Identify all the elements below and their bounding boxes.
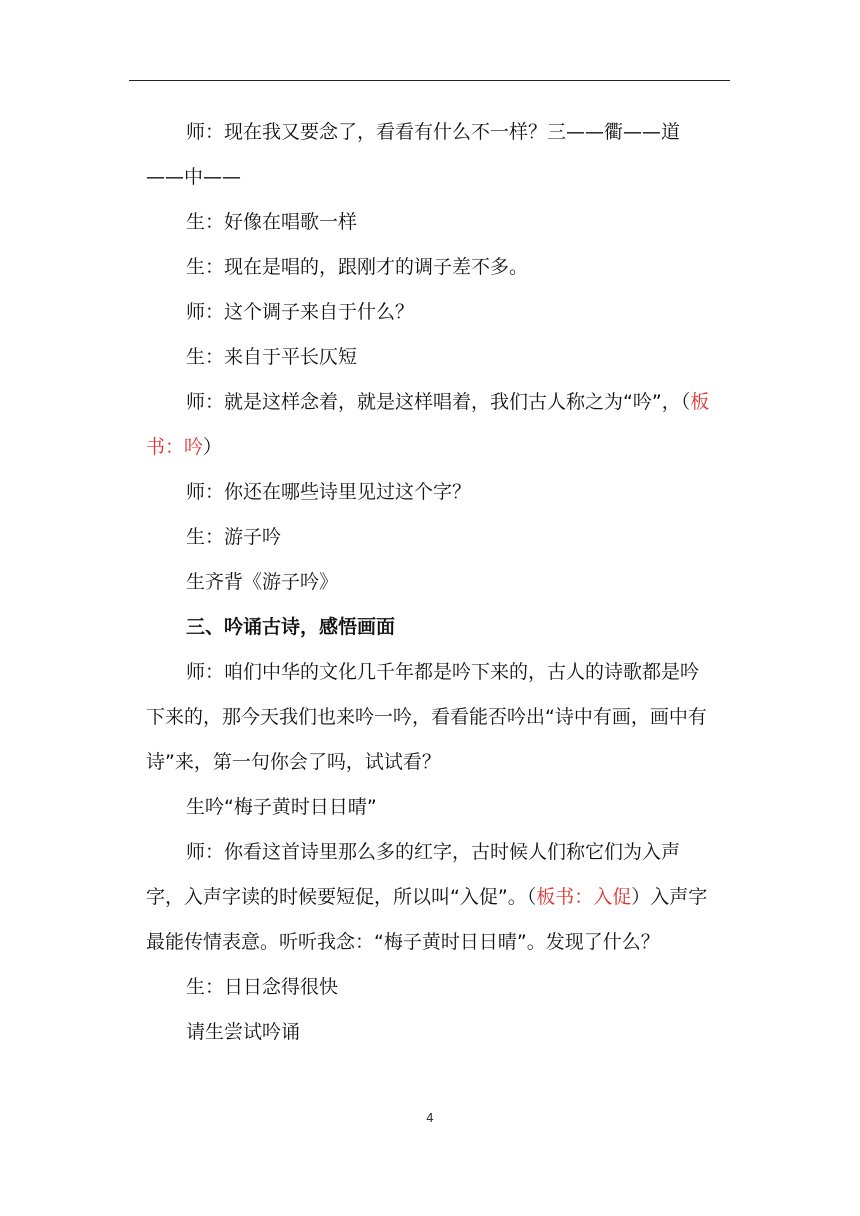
paragraph: 生：现在是唱的，跟刚才的调子差不多。 xyxy=(186,256,529,278)
paragraph: 生齐背《游子吟》 xyxy=(186,571,339,593)
blackboard-note: 板书：吟 xyxy=(146,391,710,458)
paragraph: 生：日日念得很快 xyxy=(186,976,339,998)
page-number: 4 xyxy=(426,1111,434,1125)
section-heading: 三、吟诵古诗，感悟画面 xyxy=(186,616,396,638)
blackboard-note: 板书：入促 xyxy=(536,886,632,908)
paragraph: 师：咱们中华的文化几千年都是吟下来的，古人的诗歌都是吟下来的，那今天我们也来吟一吟，看看能否吟出“诗中有画，画中有诗”来，第一句你会了吗，试试看？ xyxy=(146,661,707,773)
body-text xyxy=(146,110,716,1055)
paragraph: 师：你还在哪些诗里见过这个字？ xyxy=(186,481,472,503)
text-run: 师：你看这首诗里那么多的红字，古时候人们称它们为入声字，入声字读的时候要短促，所以叫“入促”。（ xyxy=(146,841,681,908)
paragraph: 师：这个调子来自于什么？ xyxy=(186,301,415,323)
text-run: ） xyxy=(203,436,223,458)
paragraph: 请生尝试吟诵 xyxy=(186,1021,301,1043)
paragraph: 师：现在我又要念了，看看有什么不一样？三——衢——道——中—— xyxy=(146,121,681,188)
paragraph: 生：来自于平长仄短 xyxy=(186,346,358,368)
header-rule xyxy=(129,80,730,81)
text-run: 师：就是这样念着，就是这样唱着，我们古人称之为“吟”，（ xyxy=(186,391,691,413)
paragraph: 生：好像在唱歌一样 xyxy=(186,211,358,233)
paragraph xyxy=(146,830,716,965)
paragraph xyxy=(146,380,716,470)
text-run: ）入声字最能传情表意。听听我念：“梅子黄时日日晴”。发现了什么？ xyxy=(146,886,708,953)
paragraph: 生吟“梅子黄时日日晴” xyxy=(186,796,377,818)
paragraph: 生：游子吟 xyxy=(186,526,282,548)
